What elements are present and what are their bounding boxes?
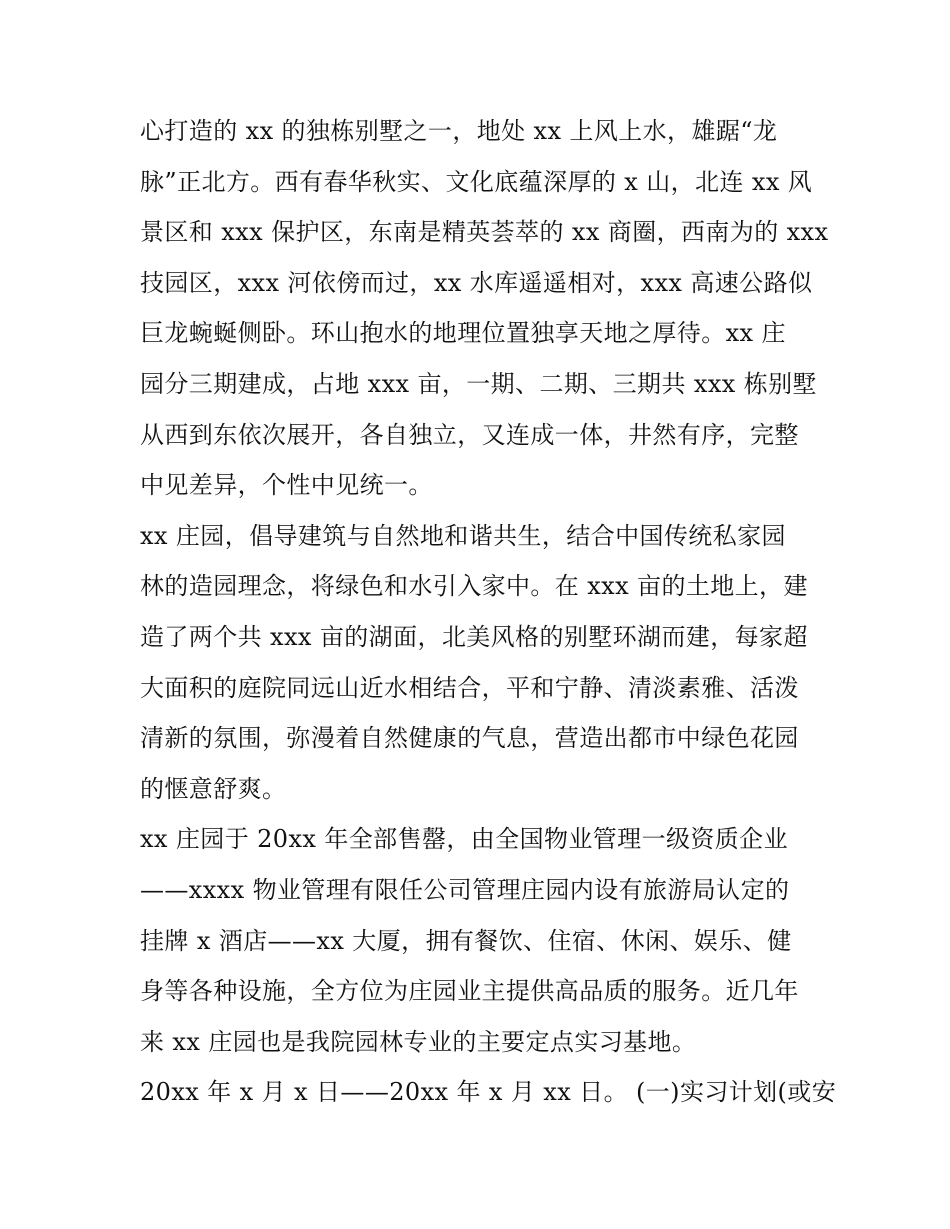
- text-line: xx 庄园，倡导建筑与自然地和谐共生，结合中国传统私家园: [140, 521, 786, 550]
- text-line: xx 庄园于 20xx 年全部售罄，由全国物业管理一级资质企业: [140, 825, 788, 854]
- text-line: 20xx 年 x 月 x 日——20xx 年 x 月 xx 日。 (一)实习计划(或安: [140, 1078, 837, 1107]
- text-line: ——xxxx 物业管理有限任公司管理庄园内设有旅游局认定的: [140, 875, 790, 904]
- text-line: 大面积的庭院同远山近水相结合，平和宁静、清淡素雅、活泼: [140, 673, 799, 702]
- text-line: 造了两个共 xxx 亩的湖面，北美风格的别墅环湖而建，每家超: [140, 622, 808, 651]
- text-line: 的惬意舒爽。: [140, 774, 287, 803]
- text-line: 巨龙蜿蜒侧卧。环山抱水的地理位置独享天地之厚待。xx 庄: [140, 319, 786, 348]
- body-text: [140, 106, 837, 1118]
- text-line: 林的造园理念，将绿色和水引入家中。在 xxx 亩的土地上，建: [140, 572, 808, 601]
- text-line: 中见差异，个性中见统一。: [140, 471, 433, 500]
- text-line: 园分三期建成，占地 xxx 亩，一期、二期、三期共 xxx 栋别墅: [140, 369, 817, 398]
- text-line: 来 xx 庄园也是我院园林专业的主要定点实习基地。: [140, 1027, 697, 1056]
- text-line: 心打造的 xx 的独栋别墅之一，地处 xx 上风上水，雄踞“龙: [140, 117, 778, 145]
- text-line: 身等各种设施，全方位为庄园业主提供高品质的服务。近几年: [140, 977, 799, 1006]
- text-line: 从西到东依次展开，各自独立，又连成一体，井然有序，完整: [140, 420, 799, 449]
- text-line: 挂牌 x 酒店——xx 大厦，拥有餐饮、住宿、休闲、娱乐、健: [140, 926, 792, 955]
- text-line: 技园区，xxx 河依傍而过，xx 水库遥遥相对，xxx 高速公路似: [140, 268, 813, 297]
- text-line: 景区和 xxx 保护区，东南是精英荟萃的 xx 商圈，西南为的 xxx: [140, 218, 829, 247]
- text-line: 脉”正北方。西有春华秋实、文化底蕴深厚的 x 山，北连 xx 风: [140, 167, 813, 196]
- text-line: 清新的氛围，弥漫着自然健康的气息，营造出都市中绿色花园: [140, 724, 799, 753]
